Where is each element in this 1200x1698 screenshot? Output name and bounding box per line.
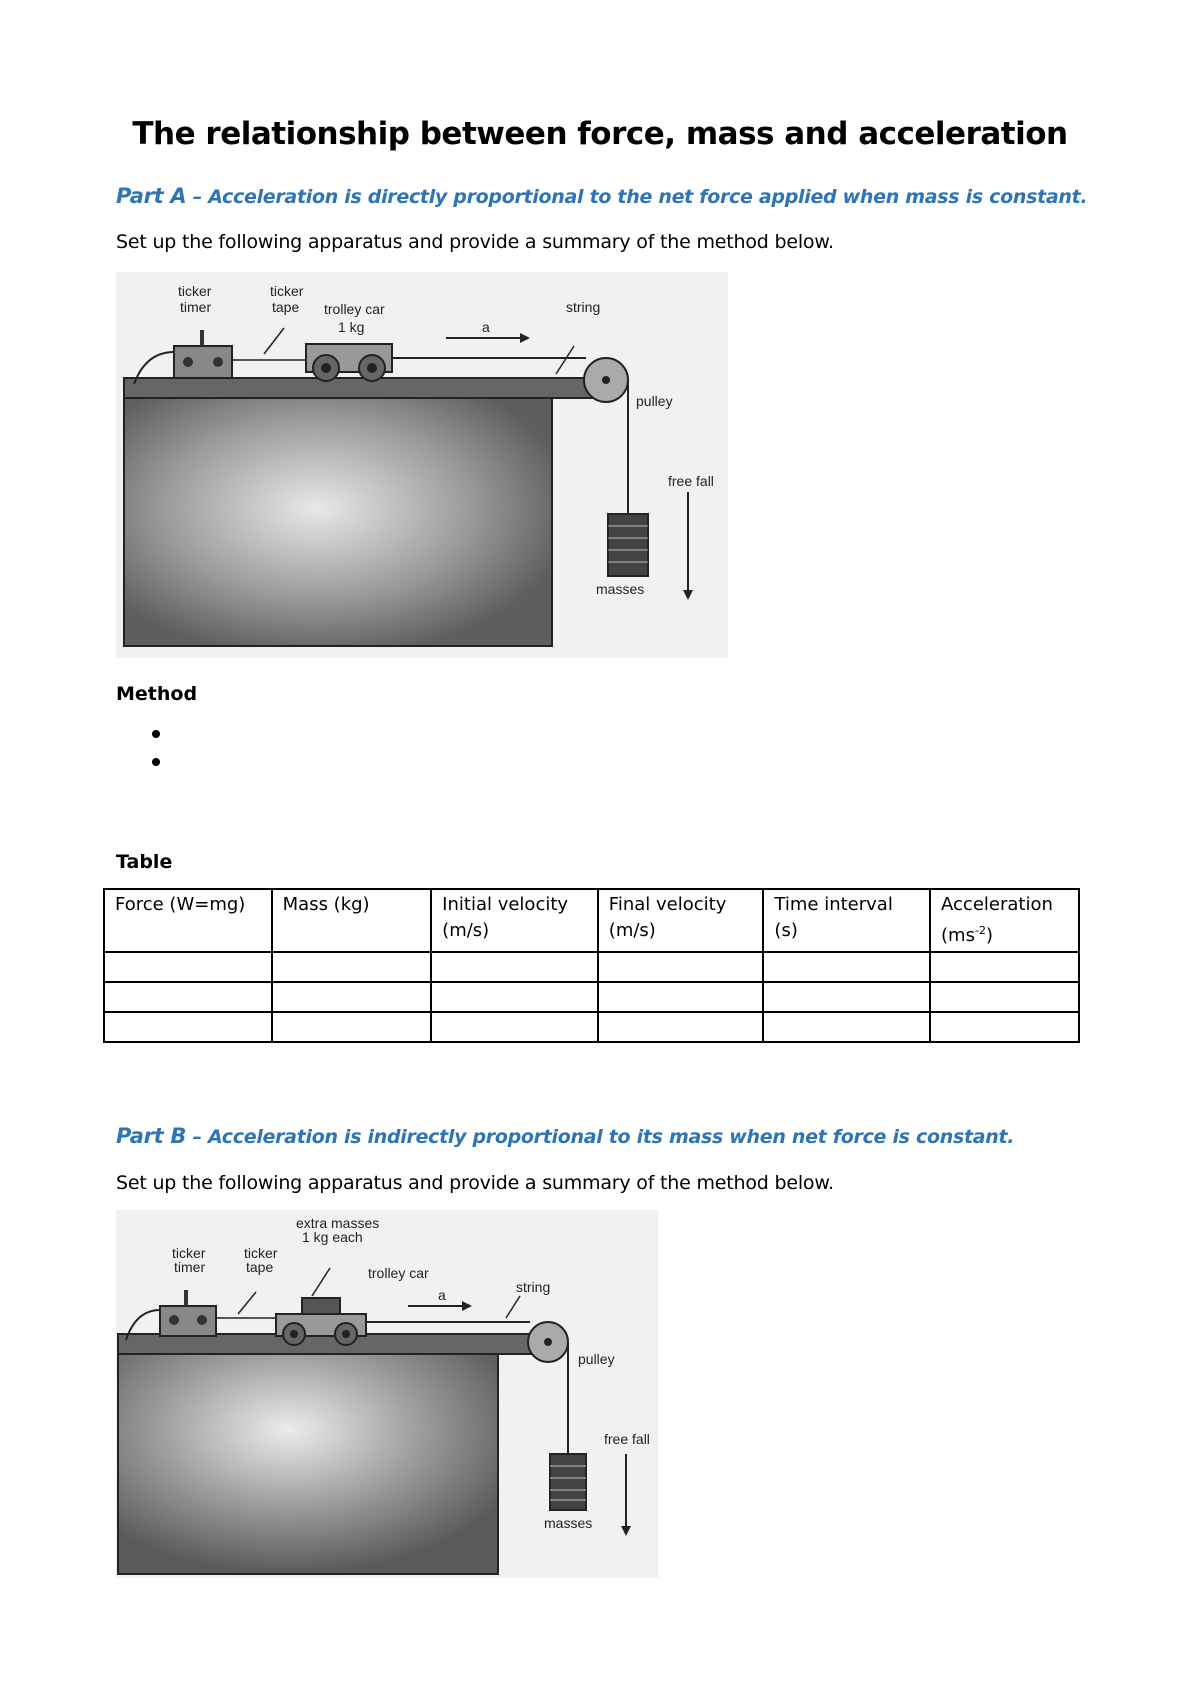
hanging-masses [608,514,648,576]
label-ticker-tape-2: tape [272,299,300,315]
table-cell[interactable] [930,1012,1079,1042]
table-cell[interactable] [930,952,1079,982]
label-pulley: pulley [578,1351,615,1367]
label-ticker-tape-1: ticker [244,1245,278,1261]
label-ticker-tape-2: tape [246,1259,274,1275]
bench [124,396,552,646]
hanging-masses [550,1454,586,1510]
part-a-dash: – [186,186,209,208]
label-string: string [566,299,601,315]
table-row [104,1012,1079,1042]
table-cell[interactable] [763,1012,930,1042]
label-masses: masses [544,1515,593,1531]
table-cell[interactable] [930,982,1079,1012]
part-a-heading [116,184,1087,208]
table-cell[interactable] [598,1012,764,1042]
table-cell[interactable] [272,952,432,982]
column-header-time-interval: Time interval (s) [763,889,930,952]
table-cell[interactable] [104,982,272,1012]
table-cell[interactable] [431,1012,598,1042]
part-b-statement: Acceleration is indirectly proportional to its mass when net force is constant. [207,1126,1015,1148]
label-acceleration: a [438,1287,446,1303]
table-cell[interactable] [104,952,272,982]
label-ticker-timer-1: ticker [178,283,212,299]
label-extra-masses-2: 1 kg each [302,1229,363,1245]
column-header-initial-velocity: Initial velocity (m/s) [431,889,598,952]
part-b-heading [116,1124,1014,1148]
column-header-mass: Mass (kg) [272,889,432,952]
column-header-acceleration: Acceleration $(ms^{-2})$ [930,889,1079,952]
method-bullet-list [140,722,740,778]
label-trolley: trolley car [368,1265,429,1281]
page-title: The relationship between force, mass and acceleration [132,116,1068,152]
table-cell[interactable] [598,982,764,1012]
column-header-final-velocity: Final velocity (m/s) [598,889,764,952]
label-ticker-timer-1: ticker [172,1245,206,1261]
part-a-instruction: Set up the following apparatus and provide a summary of the method below. [116,231,834,253]
method-bullet[interactable] [140,722,740,750]
table-cell[interactable] [431,982,598,1012]
bench [118,1352,498,1574]
table-row [104,952,1079,982]
part-a-statement: Acceleration is directly proportional to the net force applied when mass is constant. [208,186,1088,208]
results-table [103,888,1080,1043]
label-string: string [516,1279,551,1295]
label-acceleration: a [482,319,490,335]
free-fall-arrow [621,1526,631,1536]
part-b-label: Part B [116,1124,187,1148]
ticker-timer [160,1306,216,1336]
table-header-row [104,889,1079,952]
part-b-apparatus-figure [116,1210,658,1578]
table-row [104,982,1079,1012]
table-cell[interactable] [272,982,432,1012]
table-cell[interactable] [598,952,764,982]
label-ticker-timer-2: timer [174,1259,206,1275]
table-cell[interactable] [431,952,598,982]
label-trolley-mass: 1 kg [338,319,365,335]
label-extra-masses-1: extra masses [296,1215,380,1231]
part-b-instruction: Set up the following apparatus and provide a summary of the method below. [116,1172,834,1194]
method-heading: Method [116,683,198,705]
label-ticker-tape-1: ticker [270,283,304,299]
table-cell[interactable] [104,1012,272,1042]
table-heading: Table [116,851,173,873]
label-masses: masses [596,581,645,597]
part-a-apparatus-figure [116,272,728,658]
label-free-fall: free fall [604,1431,650,1447]
column-header-force: Force (W=mg) [104,889,272,952]
label-pulley: pulley [636,393,673,409]
table-cell[interactable] [272,1012,432,1042]
acceleration-arrow [520,333,530,343]
method-bullet[interactable] [140,750,740,778]
label-trolley: trolley car [324,301,385,317]
label-ticker-timer-2: timer [180,299,212,315]
table-cell[interactable] [763,952,930,982]
free-fall-arrow [683,590,693,600]
ticker-timer [174,346,232,378]
label-free-fall: free fall [668,473,714,489]
part-b-dash: – [186,1126,208,1148]
table-cell[interactable] [763,982,930,1012]
bench-top [124,378,594,398]
acceleration-arrow [462,1301,472,1311]
part-a-label: Part A [116,184,187,208]
